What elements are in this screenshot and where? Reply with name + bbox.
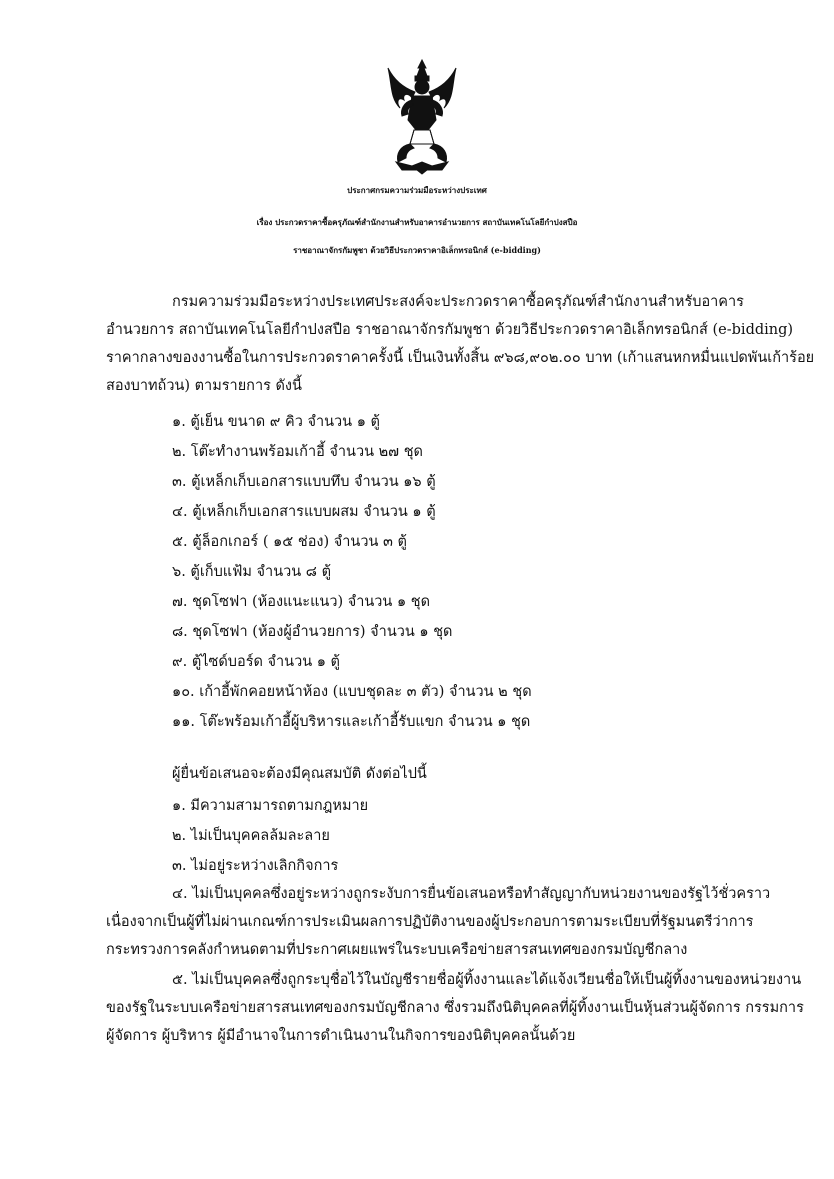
qualification-4-line-2: เนื่องจากเป็นผู้ที่ไม่ผ่านเกณฑ์การประเมินผลการปฏิบัติงานของผู้ประกอบการตามระเบียบที่รัฐมนตรีว่าการ [106,914,754,930]
list-item: ๑๐. เก้าอี้พักคอยหน้าห้อง (แบบชุดละ ๓ ตัว) จำนวน ๒ ชุด [172,684,532,700]
qualification-item: ๑. มีความสามารถตามกฎหมาย [172,798,369,814]
list-item: ๙. ตู้ไซด์บอร์ด จำนวน ๑ ตู้ [172,654,340,670]
list-item: ๕. ตู้ล็อกเกอร์ ( ๑๕ ช่อง) จำนวน ๓ ตู้ [172,534,407,550]
list-item: ๑. ตู้เย็น ขนาด ๙ คิว จำนวน ๑ ตู้ [172,414,380,430]
list-item: ๘. ชุดโซฟา (ห้องผู้อำนวยการ) จำนวน ๑ ชุด [172,624,453,640]
list-item: ๔. ตู้เหล็กเก็บเอกสารแบบผสม จำนวน ๑ ตู้ [172,504,436,520]
intro-line-1: กรมความร่วมมือระหว่างประเทศประสงค์จะประกวดราคาซื้อครุภัณฑ์สำนักงานสำหรับอาคาร [172,294,744,310]
garuda-emblem-icon [382,58,462,176]
announcement-subject-line-1: เรื่อง ประกวดราคาซื้อครุภัณฑ์สำนักงานสำหรับอาคารอำนวยการ สถาบันเทคโนโลยีกำปงสปือ [256,217,578,227]
intro-line-3: ราคากลางของงานซื้อในการประกวดราคาครั้งนี้ เป็นเงินทั้งสิ้น ๙๖๘,๙๐๒.๐๐ บาท (เก้าแสนหกหมื่นแปดพันเก้าร้อย [106,350,815,366]
intro-line-4: สองบาทถ้วน) ตามรายการ ดังนี้ [106,378,302,394]
qualification-4-line-1: ๔. ไม่เป็นบุคคลซึ่งอยู่ระหว่างถูกระงับการยื่นข้อเสนอหรือทำสัญญากับหน่วยงานของรัฐไว้ชั่วคราว [172,886,771,902]
qualification-5-line-2: ของรัฐในระบบเครือข่ายสารสนเทศของกรมบัญชีกลาง ซึ่งรวมถึงนิติบุคคลที่ผู้ทิ้งงานเป็นหุ้นส่วนผู้จัดการ กรรมการ [106,1000,804,1016]
announcement-issuer: ประกาศกรมความร่วมมือระหว่างประเทศ [347,185,487,195]
qualification-5-line-3: ผู้จัดการ ผู้บริหาร ผู้มีอำนาจในการดำเนินงานในกิจการของนิติบุคคลนั้นด้วย [106,1028,576,1044]
list-item: ๖. ตู้เก็บแฟ้ม จำนวน ๘ ตู้ [172,564,331,580]
qualification-item: ๓. ไม่อยู่ระหว่างเลิกกิจการ [172,858,339,874]
qualification-5-line-1: ๕. ไม่เป็นบุคคลซึ่งถูกระบุชื่อไว้ในบัญชีรายชื่อผู้ทิ้งงานและได้แจ้งเวียนชื่อให้เป็นผู้ทิ้งงานของหน่วยงาน [172,972,802,988]
intro-line-2: อำนวยการ สถาบันเทคโนโลยีกำปงสปือ ราชอาณาจักรกัมพูชา ด้วยวิธีประกวดราคาอิเล็กทรอนิกส์ (e-bidding) [106,322,794,338]
list-item: ๗. ชุดโซฟา (ห้องแนะแนว) จำนวน ๑ ชุด [172,594,431,610]
qualification-4-line-3: กระทรวงการคลังกำหนดตามที่ประกาศเผยแพร่ในระบบเครือข่ายสารสนเทศของกรมบัญชีกลาง [106,942,688,958]
announcement-subject-line-2: ราชอาณาจักรกัมพูชา ด้วยวิธีประกวดราคาอิเล็กทรอนิกส์ (e-bidding) [293,245,541,255]
list-item: ๒. โต๊ะทำงานพร้อมเก้าอี้ จำนวน ๒๗ ชุด [172,444,423,460]
list-item: ๓. ตู้เหล็กเก็บเอกสารแบบทึบ จำนวน ๑๖ ตู้ [172,474,436,490]
qualification-item: ๒. ไม่เป็นบุคคลล้มละลาย [172,828,330,844]
list-item: ๑๑. โต๊ะพร้อมเก้าอี้ผู้บริหารและเก้าอี้รับแขก จำนวน ๑ ชุด [172,714,531,730]
qualifications-title: ผู้ยื่นข้อเสนอจะต้องมีคุณสมบัติ ดังต่อไปนี้ [172,766,427,782]
